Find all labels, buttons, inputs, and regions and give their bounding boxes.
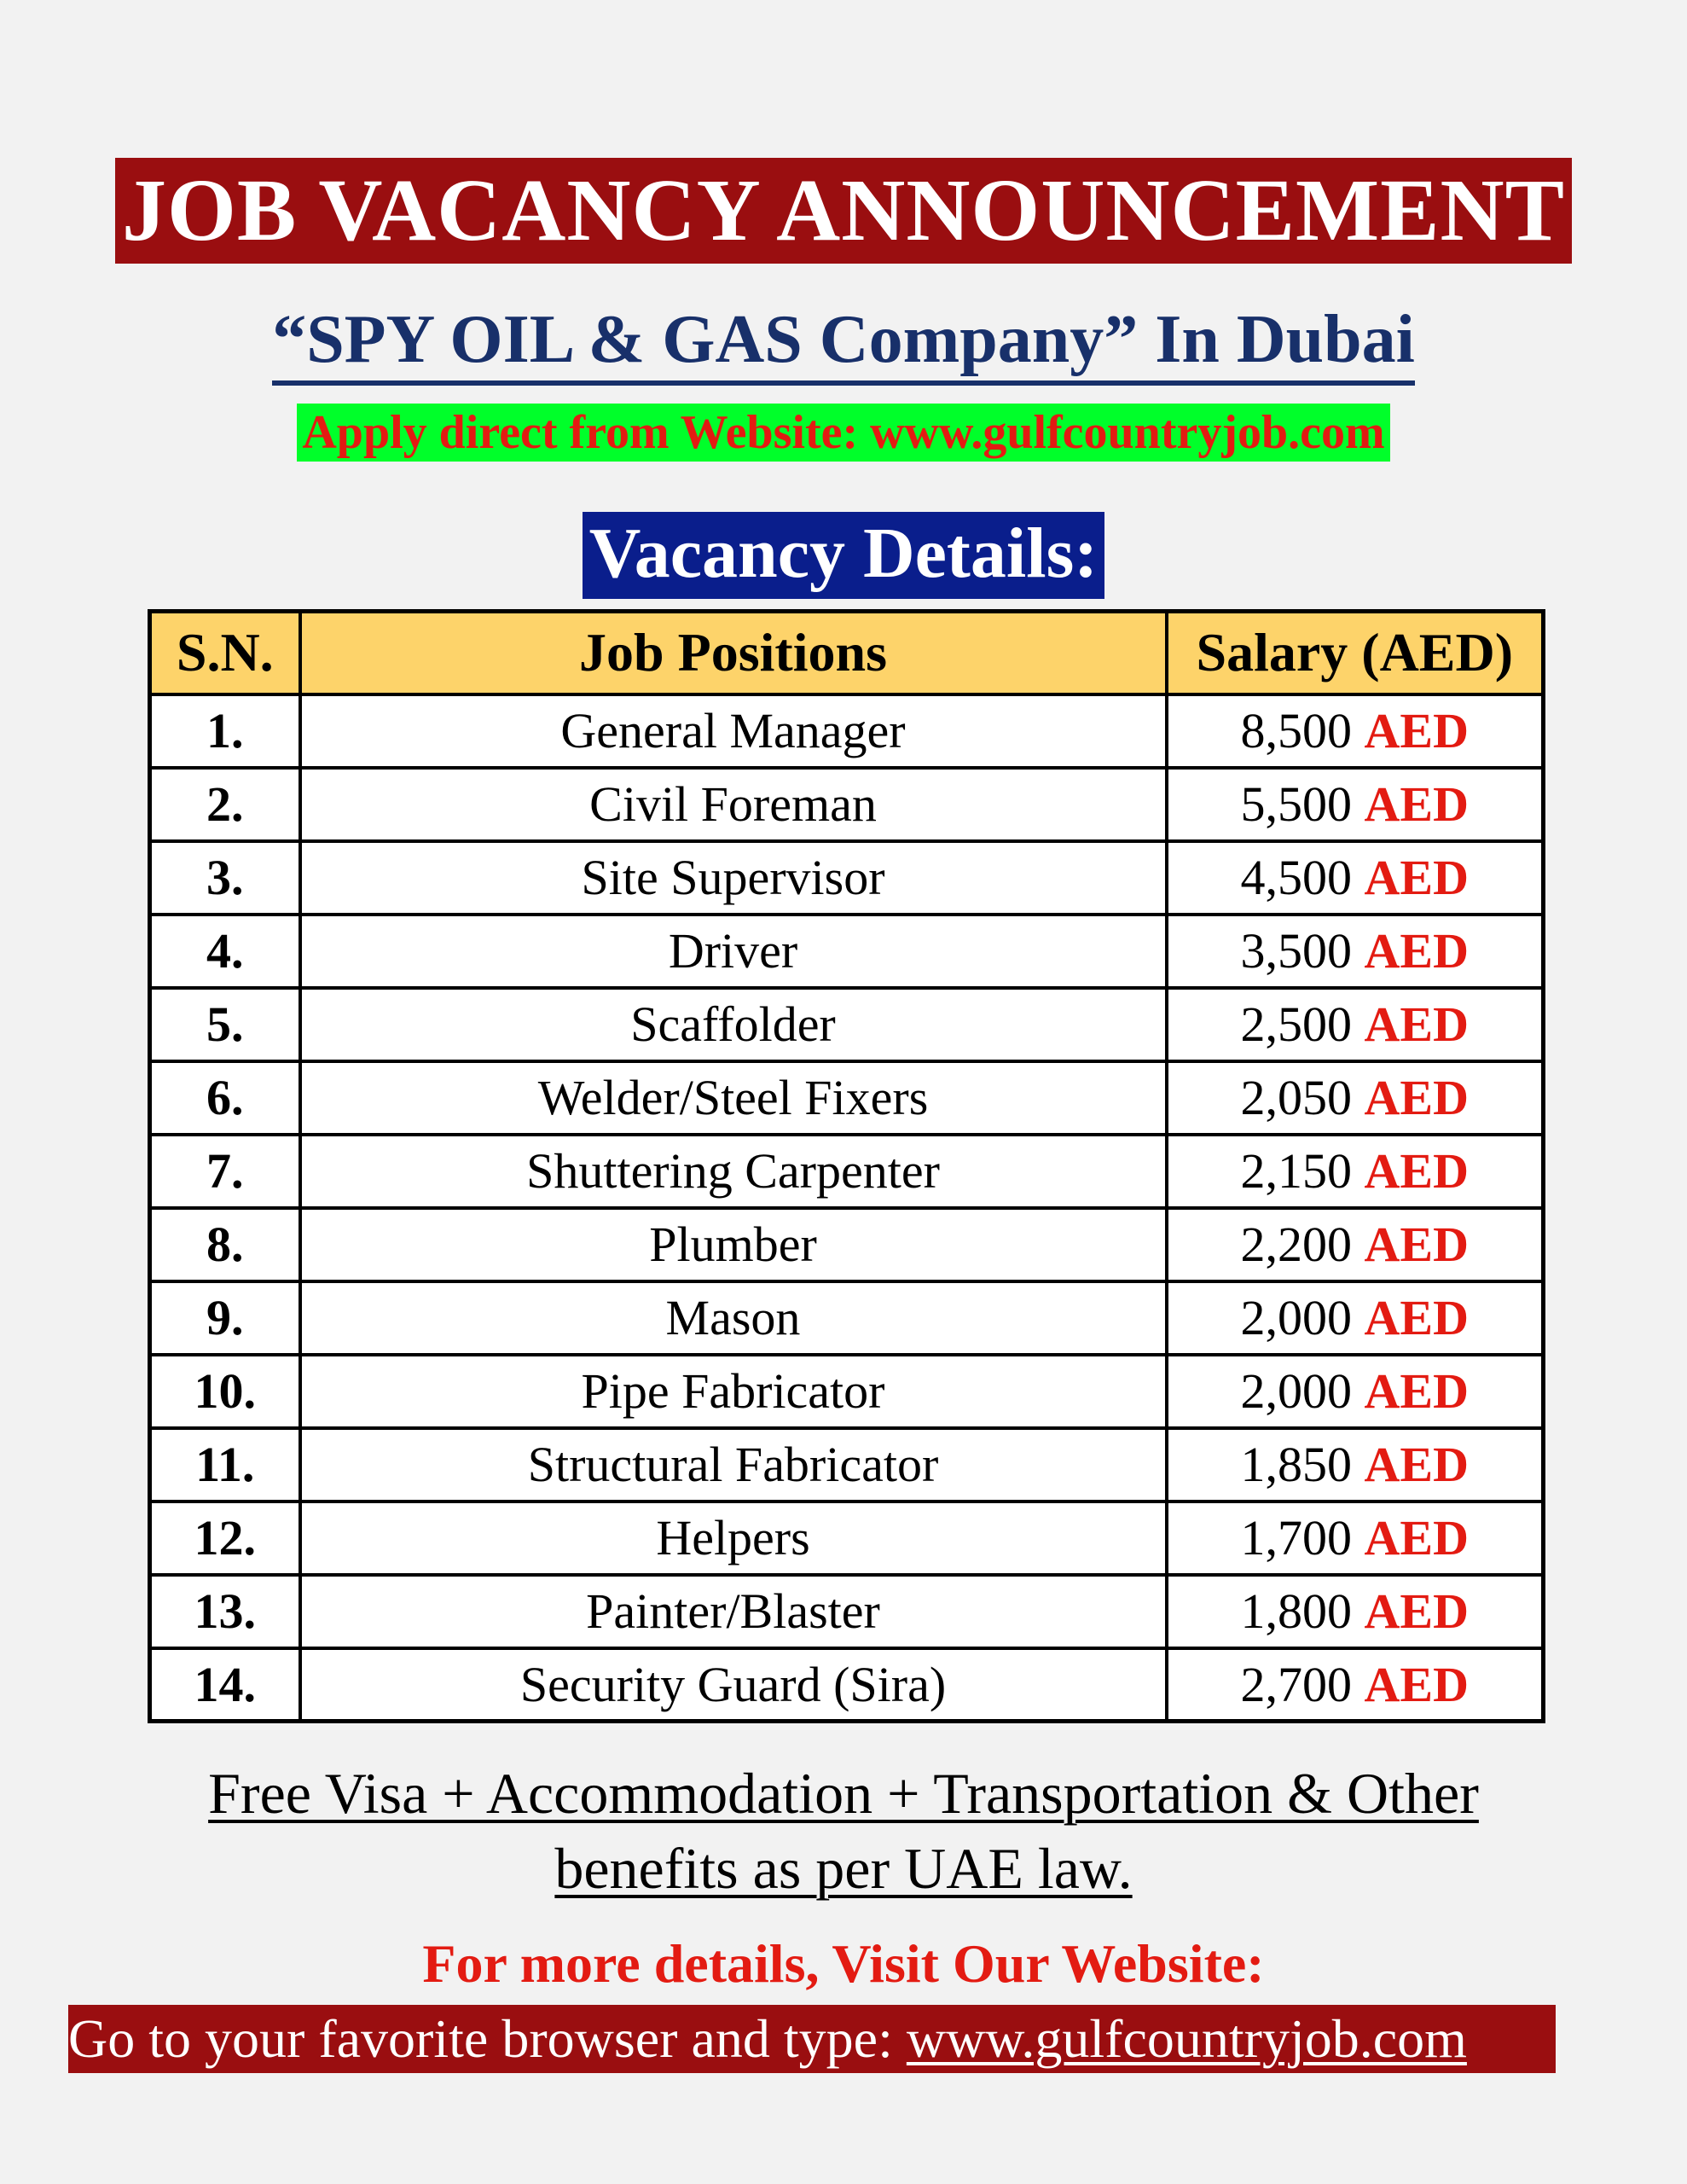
apply-website-text: Apply direct from Website: www.gulfcountryjob.com xyxy=(297,404,1389,462)
row-salary-cell xyxy=(1167,1061,1544,1135)
more-details-text: For more details, Visit Our Website: xyxy=(422,1933,1265,1994)
salary-amount: 1,700 xyxy=(1240,1510,1353,1565)
salary-currency: AED xyxy=(1364,703,1469,758)
row-serial-number: 9. xyxy=(150,1281,300,1355)
row-job-position: Security Guard (Sira) xyxy=(300,1648,1167,1722)
row-salary-cell xyxy=(1167,841,1544,915)
salary-currency: AED xyxy=(1364,776,1469,832)
table-row xyxy=(150,694,1544,768)
apply-container xyxy=(0,404,1687,462)
row-salary-cell xyxy=(1167,768,1544,841)
row-job-position: Driver xyxy=(300,915,1167,988)
salary-amount: 2,050 xyxy=(1240,1070,1353,1125)
row-salary-cell xyxy=(1167,1281,1544,1355)
salary-currency: AED xyxy=(1364,850,1469,905)
column-header-salary: Salary (AED) xyxy=(1167,612,1544,694)
row-serial-number: 6. xyxy=(150,1061,300,1135)
vacancy-details-heading: Vacancy Details: xyxy=(583,512,1105,599)
row-salary-cell xyxy=(1167,1575,1544,1648)
table-row xyxy=(150,768,1544,841)
browser-instruction-text: Go to your favorite browser and type: xyxy=(68,2008,907,2069)
column-header-position: Job Positions xyxy=(300,612,1167,694)
row-job-position: Shuttering Carpenter xyxy=(300,1135,1167,1208)
row-job-position: Welder/Steel Fixers xyxy=(300,1061,1167,1135)
row-serial-number: 12. xyxy=(150,1502,300,1575)
salary-currency: AED xyxy=(1364,923,1469,979)
benefits-line-2: benefits as per UAE law. xyxy=(554,1836,1133,1901)
benefits-text xyxy=(119,1756,1568,1906)
row-job-position: Plumber xyxy=(300,1208,1167,1281)
row-salary-cell xyxy=(1167,1135,1544,1208)
table-row xyxy=(150,1208,1544,1281)
row-salary-cell xyxy=(1167,1502,1544,1575)
column-header-sn: S.N. xyxy=(150,612,300,694)
table-row xyxy=(150,1428,1544,1502)
row-salary-cell xyxy=(1167,915,1544,988)
table-row xyxy=(150,1061,1544,1135)
salary-amount: 2,000 xyxy=(1240,1290,1353,1345)
row-serial-number: 14. xyxy=(150,1648,300,1722)
salary-currency: AED xyxy=(1364,1363,1469,1419)
row-serial-number: 8. xyxy=(150,1208,300,1281)
salary-currency: AED xyxy=(1364,1217,1469,1272)
row-salary-cell xyxy=(1167,1355,1544,1428)
row-serial-number: 1. xyxy=(150,694,300,768)
row-serial-number: 3. xyxy=(150,841,300,915)
salary-currency: AED xyxy=(1364,1290,1469,1345)
row-salary-cell xyxy=(1167,988,1544,1061)
row-job-position: Mason xyxy=(300,1281,1167,1355)
vacancy-table xyxy=(148,609,1545,1723)
salary-amount: 5,500 xyxy=(1240,776,1353,832)
table-row xyxy=(150,988,1544,1061)
row-serial-number: 10. xyxy=(150,1355,300,1428)
table-row xyxy=(150,1135,1544,1208)
row-job-position: Structural Fabricator xyxy=(300,1428,1167,1502)
row-serial-number: 2. xyxy=(150,768,300,841)
salary-currency: AED xyxy=(1364,1583,1469,1639)
row-job-position: Helpers xyxy=(300,1502,1167,1575)
row-job-position: General Manager xyxy=(300,694,1167,768)
row-job-position: Site Supervisor xyxy=(300,841,1167,915)
salary-amount: 2,500 xyxy=(1240,996,1353,1052)
salary-currency: AED xyxy=(1364,996,1469,1052)
salary-amount: 3,500 xyxy=(1240,923,1353,979)
row-serial-number: 13. xyxy=(150,1575,300,1648)
title-container xyxy=(0,158,1687,264)
salary-currency: AED xyxy=(1364,1656,1469,1712)
browser-instruction-banner xyxy=(68,2005,1556,2073)
table-header-row xyxy=(150,612,1544,694)
salary-amount: 8,500 xyxy=(1240,703,1353,758)
row-salary-cell xyxy=(1167,694,1544,768)
company-subtitle: “SPY OIL & GAS Company” In Dubai xyxy=(272,300,1415,386)
salary-currency: AED xyxy=(1364,1510,1469,1565)
announcement-title: JOB VACANCY ANNOUNCEMENT xyxy=(115,158,1572,264)
row-salary-cell xyxy=(1167,1208,1544,1281)
vacancy-heading-container xyxy=(0,512,1687,599)
row-serial-number: 11. xyxy=(150,1428,300,1502)
salary-amount: 2,000 xyxy=(1240,1363,1353,1419)
salary-amount: 1,800 xyxy=(1240,1583,1353,1639)
row-salary-cell xyxy=(1167,1648,1544,1722)
row-job-position: Painter/Blaster xyxy=(300,1575,1167,1648)
salary-amount: 1,850 xyxy=(1240,1437,1353,1492)
table-row xyxy=(150,1502,1544,1575)
salary-amount: 2,200 xyxy=(1240,1217,1353,1272)
table-row xyxy=(150,1355,1544,1428)
row-serial-number: 4. xyxy=(150,915,300,988)
salary-currency: AED xyxy=(1364,1143,1469,1199)
row-job-position: Pipe Fabricator xyxy=(300,1355,1167,1428)
table-row xyxy=(150,915,1544,988)
row-job-position: Scaffolder xyxy=(300,988,1167,1061)
benefits-line-1: Free Visa + Accommodation + Transportation & Other xyxy=(208,1761,1479,1826)
salary-amount: 2,700 xyxy=(1240,1656,1353,1712)
salary-currency: AED xyxy=(1364,1437,1469,1492)
table-row xyxy=(150,1575,1544,1648)
salary-currency: AED xyxy=(1364,1070,1469,1125)
subtitle-container xyxy=(0,300,1687,386)
row-serial-number: 7. xyxy=(150,1135,300,1208)
salary-amount: 4,500 xyxy=(1240,850,1353,905)
table-row xyxy=(150,1281,1544,1355)
row-salary-cell xyxy=(1167,1428,1544,1502)
website-link[interactable]: www.gulfcountryjob.com xyxy=(906,2008,1467,2069)
row-serial-number: 5. xyxy=(150,988,300,1061)
table-row xyxy=(150,1648,1544,1722)
row-job-position: Civil Foreman xyxy=(300,768,1167,841)
salary-amount: 2,150 xyxy=(1240,1143,1353,1199)
table-row xyxy=(150,841,1544,915)
